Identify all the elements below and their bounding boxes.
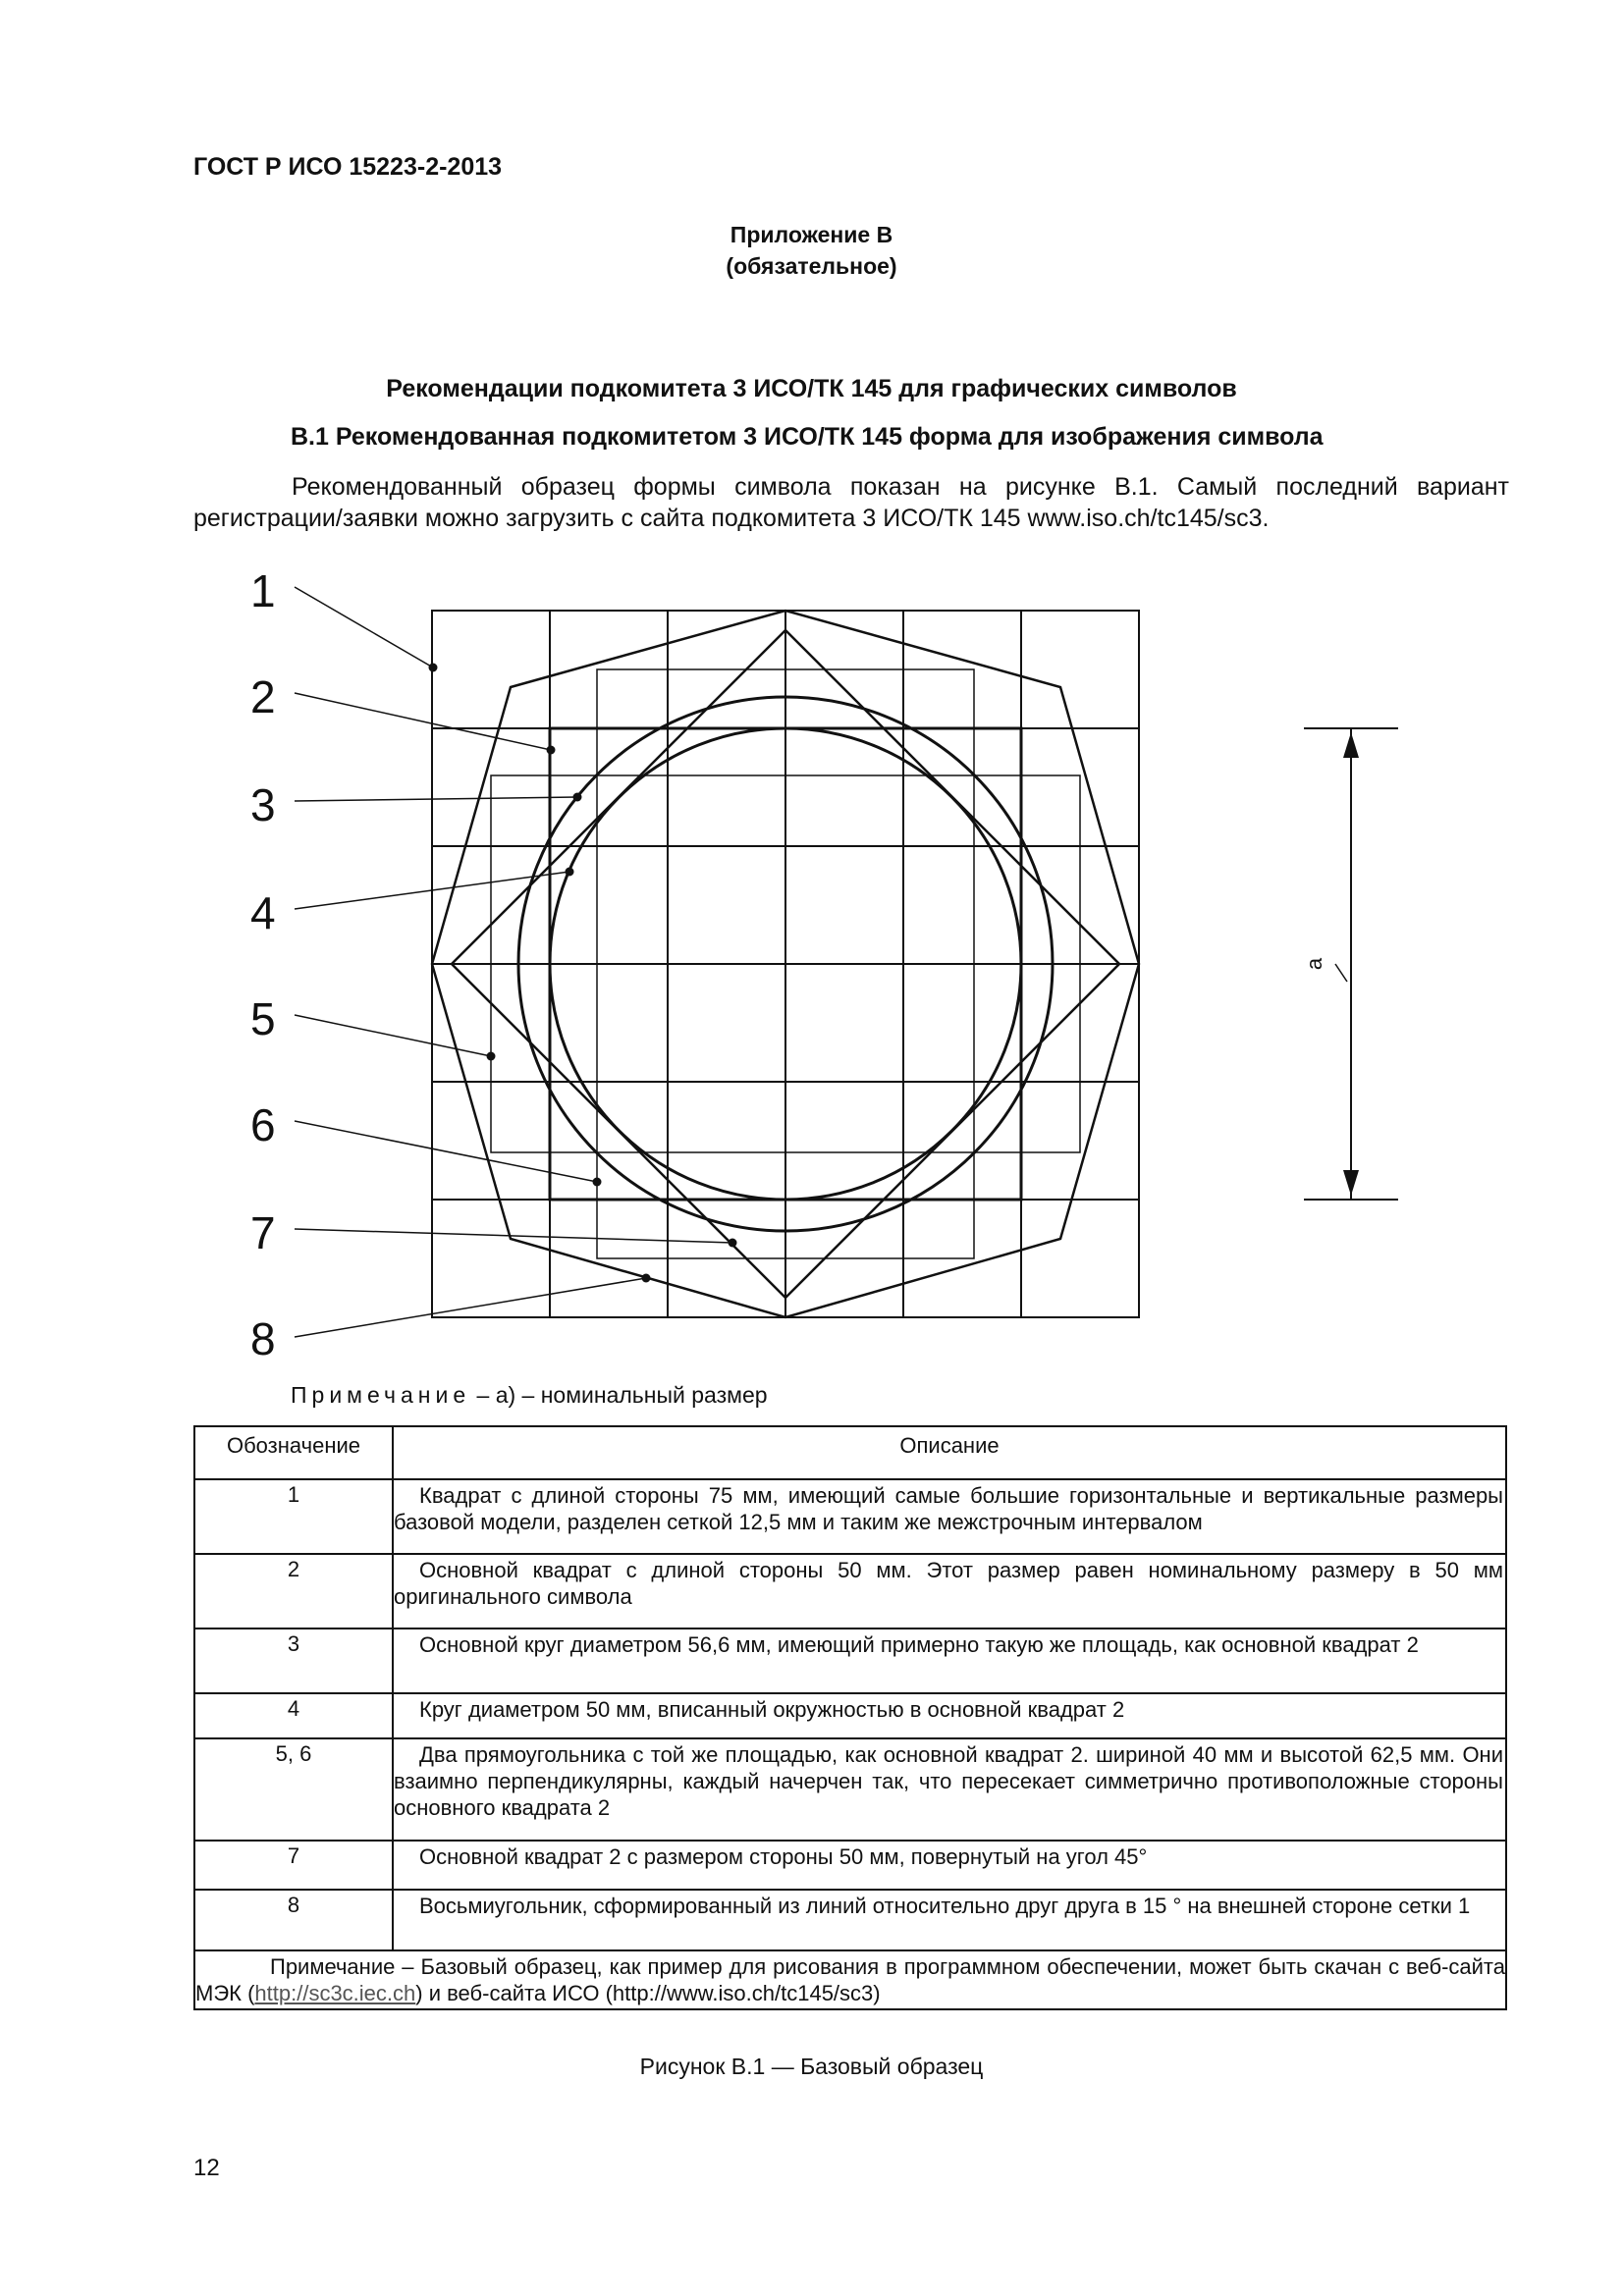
row-description: Основной квадрат 2 с размером стороны 50 мм, повернутый на угол 45° (393, 1841, 1506, 1890)
callout-dot-1 (429, 664, 438, 672)
header-description: Описание (393, 1426, 1506, 1479)
footnote-text: Примечание – Базовый образец, как пример для рисования в программном обеспечении, может быть скачан с веб-сайта МЭК ( (195, 1954, 1505, 2005)
callout-label: 8 (250, 1313, 276, 1364)
dimension-arrow-top (1343, 732, 1359, 758)
row-description: Два прямоугольника с той же площадью, как основной квадрат 2. шириной 40 мм и высотой 62,5 мм. Они взаимно перпендикулярны, каждый начерчен так, что пересекает симметрично противоположные стороны основного квадрата 2 (393, 1738, 1506, 1841)
callout-label: 6 (250, 1099, 276, 1150)
callout-label: 7 (250, 1207, 276, 1258)
callout-dot-6 (593, 1178, 602, 1187)
iec-link[interactable]: http://sc3c.iec.ch (254, 1981, 416, 2005)
row-description: Круг диаметром 50 мм, вписанный окружностью в основной квадрат 2 (393, 1693, 1506, 1738)
callout-label: 4 (250, 887, 276, 938)
row-description: Квадрат с длиной стороны 75 мм, имеющий самые большие горизонтальные и вертикальные размеры базовой модели, разделен сеткой 12,5 мм и таким же межстрочным интервалом (393, 1479, 1506, 1554)
table-row (194, 1693, 1506, 1738)
document-header: ГОСТ Р ИСО 15223-2-2013 (193, 153, 503, 181)
row-code: 2 (194, 1554, 393, 1629)
footnote-text-end: ) и веб-сайта ИСО (http://www.iso.ch/tc145/sc3) (415, 1981, 881, 2005)
row-code: 1 (194, 1479, 393, 1554)
legend-footnote (194, 1950, 1506, 2009)
dimension-label: а (1302, 957, 1326, 971)
subsection-title: В.1 Рекомендованная подкомитетом 3 ИСО/ТК 145 форма для изображения символа (291, 423, 1324, 451)
callout-dot-3 (573, 793, 582, 802)
row-code: 3 (194, 1629, 393, 1693)
table-row (194, 1841, 1506, 1890)
dimension-arrow-bottom (1343, 1170, 1359, 1196)
table-row (194, 1738, 1506, 1841)
callout-dot-5 (487, 1052, 496, 1061)
note-prefix: Примечание (291, 1382, 471, 1408)
note-text: – а) – номинальный размер (476, 1382, 768, 1408)
table-row (194, 1479, 1506, 1554)
table-row (194, 1629, 1506, 1693)
callout-dot-7 (729, 1239, 737, 1248)
callout-label: 2 (250, 671, 276, 722)
callout-label: 5 (250, 993, 276, 1044)
callout-label: 1 (250, 565, 276, 616)
row-code: 5, 6 (194, 1738, 393, 1841)
row-code: 7 (194, 1841, 393, 1890)
base-template-figure (0, 550, 1623, 1374)
figure-caption: Рисунок В.1 — Базовый образец (639, 2054, 984, 2079)
row-code: 8 (194, 1890, 393, 1950)
section-title: Рекомендации подкомитета 3 ИСО/ТК 145 для графических символов (386, 375, 1237, 402)
legend-table (193, 1425, 1507, 2010)
callout-label: 3 (250, 779, 276, 830)
table-row (194, 1554, 1506, 1629)
callout-dot-2 (547, 746, 556, 755)
callout-dot-8 (642, 1274, 651, 1283)
grid-square-1 (432, 611, 1139, 1317)
row-description: Восьмиугольник, сформированный из линий относительно друг друга в 15 ° на внешней стороне сетки 1 (393, 1890, 1506, 1950)
appendix-status: (обязательное) (726, 253, 897, 279)
table-row (194, 1890, 1506, 1950)
page-number: 12 (193, 2155, 220, 2181)
callout-dot-4 (566, 868, 574, 877)
appendix-title: Приложение В (730, 222, 893, 247)
figure-note (291, 1382, 768, 1409)
legend-header-row (194, 1426, 1506, 1479)
row-code: 4 (194, 1693, 393, 1738)
row-description: Основной круг диаметром 56,6 мм, имеющий примерно такую же площадь, как основной квадрат 2 (393, 1629, 1506, 1693)
legend-footnote-row (194, 1950, 1506, 2009)
header-code: Обозначение (194, 1426, 393, 1479)
row-description: Основной квадрат с длиной стороны 50 мм. Этот размер равен номинальному размеру в 50 мм оригинального символа (393, 1554, 1506, 1629)
intro-paragraph: Рекомендованный образец формы символа показан на рисунке В.1. Самый последний вариант регистрации/заявки можно загрузить с сайта подкомитета 3 ИСО/ТК 145 www.iso.ch/tc145/sc3. (193, 473, 1509, 532)
